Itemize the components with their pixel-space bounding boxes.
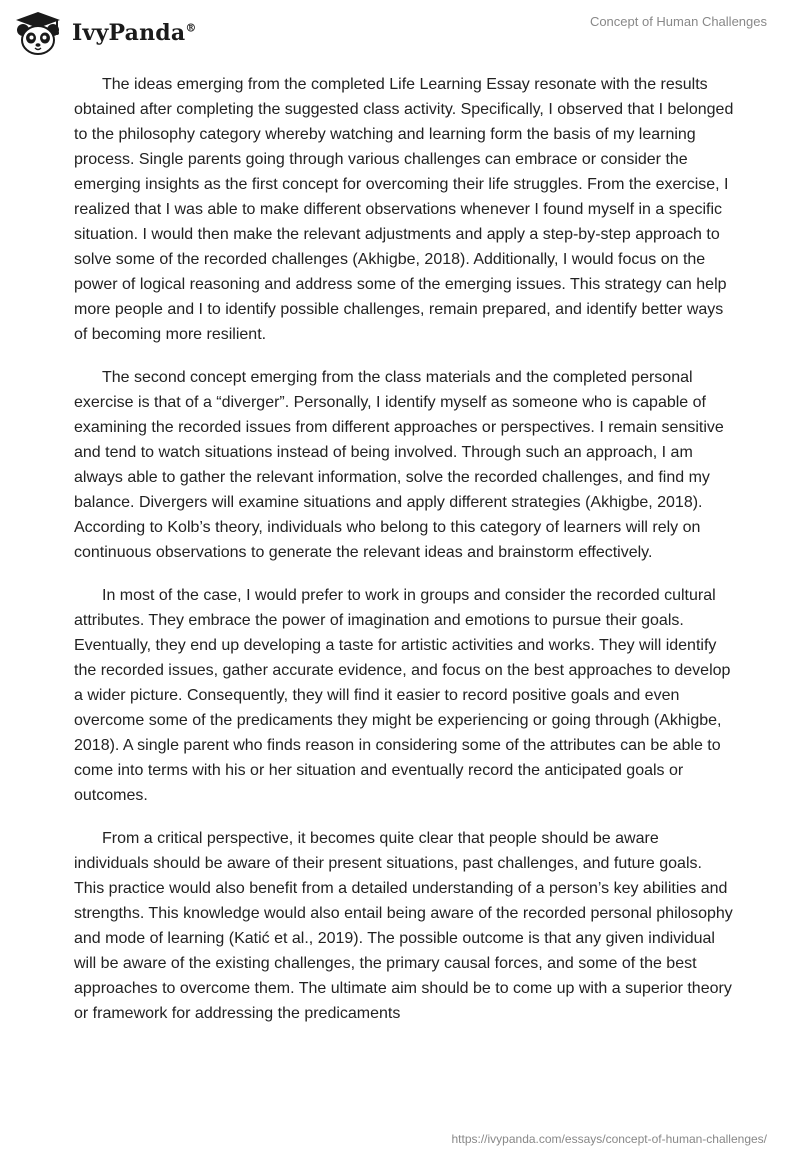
document-title: Concept of Human Challenges	[589, 14, 767, 29]
panda-graduate-icon	[12, 10, 64, 56]
paragraph-1: The ideas emerging from the completed Life Learning Essay resonate with the results obtained after completing the suggested class activity. Specifically, I observed that I belonged to the philosophy category whereby watching and learning form the basis of my learning process. Single parents going through various challenges can embrace or consider the emerging insights as the first concept for overcoming their life struggles. From the exercise, I realized that I was able to make different observations whenever I found myself in a specific situation. I would then make the relevant adjustments and apply a step-by-step approach to solve some of the recorded challenges (Akhigbe, 2018). Additionally, I would focus on the power of logical reasoning and address some of the emerging issues. This strategy can help more people and I to identify possible challenges, remain prepared, and identify better ways of becoming more resilient.	[74, 76, 734, 343]
paragraph-3: In most of the case, I would prefer to work in groups and consider the recorded cultural attributes. They embrace the power of imagination and emotions to pursue their goals. Eventually, they end up developing a taste for artistic activities and works. They will identify the recorded issues, gather accurate evidence, and focus on the best approaches to develop a wider picture. Consequently, they will find it easier to record positive goals and even overcome some of the predicaments they might be experiencing or going through (Akhigbe, 2018). A single parent who finds reason in considering some of the attributes can be able to come into terms with his or her situation and eventually record the anticipated goals or outcomes.	[74, 587, 731, 804]
registered-mark: ®	[185, 21, 197, 35]
brand-name: IvyPanda®	[72, 20, 197, 46]
paragraph-4: From a critical perspective, it becomes quite clear that people should be aware individuals should be aware of their present situations, past challenges, and future goals. This practice would also benefit from a detailed understanding of a person’s key abilities and strengths. This knowledge would also entail being aware of the recorded personal philosophy and mode of learning (Katić et al., 2019). The possible outcome is that any given individual will be aware of the existing challenges, the primary causal forces, and some of the best approaches to overcome them. The ultimate aim should be to come up with a superior theory or framework for addressing the predicaments	[74, 830, 733, 1022]
essay-body	[74, 72, 734, 1044]
brand-logo[interactable]	[12, 10, 197, 56]
source-url[interactable]: https://ivypanda.com/essays/concept-of-human-challenges/	[451, 1132, 767, 1146]
paragraph-2: The second concept emerging from the class materials and the completed personal exercise is that of a “diverger”. Personally, I identify myself as someone who is capable of examining the recorded issues from different approaches or perspectives. I remain sensitive and tend to watch situations instead of being involved. Through such an approach, I am always able to gather the relevant information, solve the recorded challenges, and find my balance. Divergers will examine situations and apply different strategies (Akhigbe, 2018). According to Kolb’s theory, individuals who belong to this category of learners will rely on continuous observations to generate the relevant ideas and brainstorm effectively.	[74, 369, 724, 561]
page-header	[0, 0, 800, 64]
